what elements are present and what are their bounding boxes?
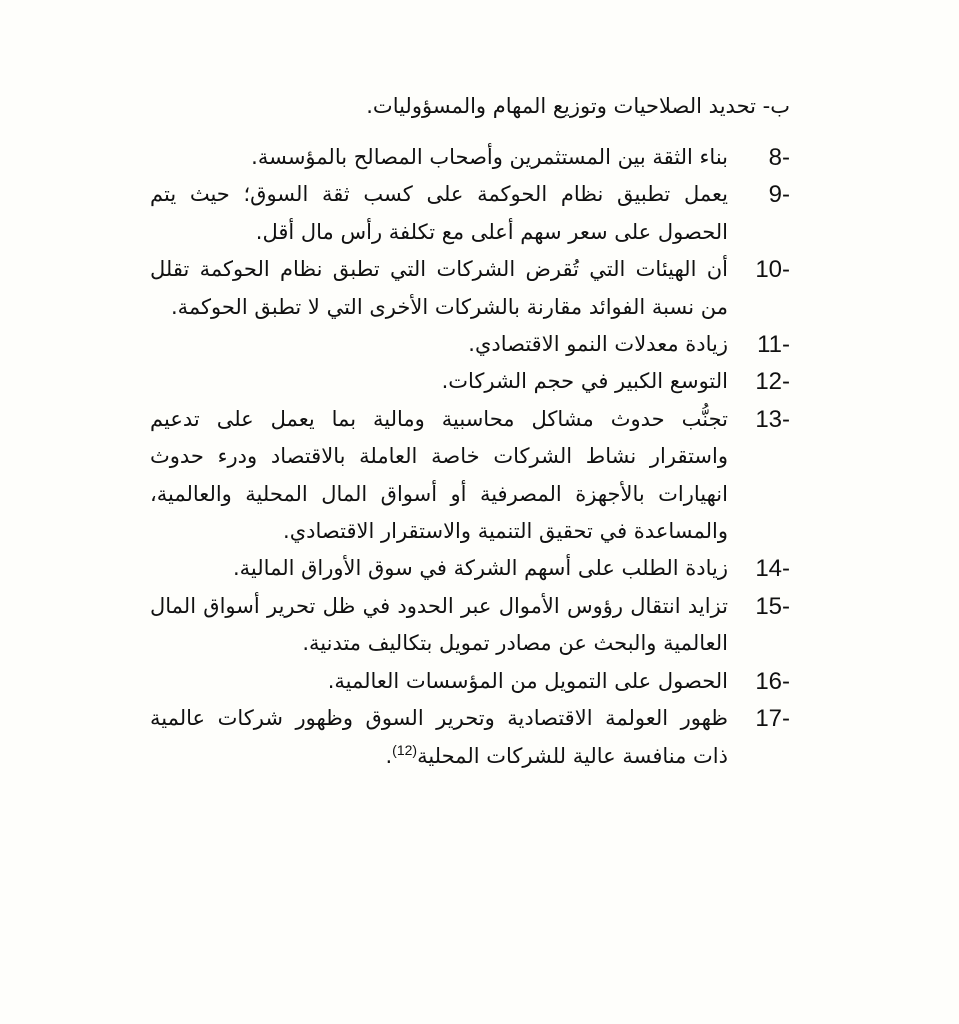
item-text: زيادة الطلب على أسهم الشركة في سوق الأوراق المالية. <box>233 556 728 581</box>
item-number: 12- <box>755 368 790 396</box>
item-number: 9- <box>768 181 790 209</box>
item-number: 13- <box>755 405 790 433</box>
benefits-list <box>150 139 790 775</box>
list-item <box>150 663 790 700</box>
list-item <box>150 176 790 251</box>
list-item <box>150 326 790 363</box>
list-item <box>150 588 790 663</box>
item-number: 10- <box>755 256 790 284</box>
item-text: بناء الثقة بين المستثمرين وأصحاب المصالح بالمؤسسة. <box>251 145 728 169</box>
item-text: زيادة معدلات النمو الاقتصادي. <box>468 332 728 357</box>
list-item <box>150 550 790 587</box>
list-item <box>150 139 790 176</box>
section-intro: ب- تحديد الصلاحيات وتوزيع المهام والمسؤوليات. <box>366 94 790 118</box>
item-text: يعمل تطبيق نظام الحوكمة على كسب ثقة السوق؛ حيث يتم الحصول على سعر سهم أعلى مع تكلفة رأس مال أقل. <box>150 182 728 244</box>
item-number: 11- <box>757 331 790 359</box>
item-text: الحصول على التمويل من المؤسسات العالمية. <box>327 668 728 693</box>
item-text: تجنُّب حدوث مشاكل محاسبية ومالية بما يعمل على تدعيم واستقرار نشاط الشركات خاصة العاملة بالاقتصاد ودرء حدوث انهيارات بالأجهزة المصرفية أو أسواق المال المحلية والعالمية، والمساعدة في تحقيق التنمية والاستقرار الاقتصادي. <box>150 406 728 544</box>
item-number: 8- <box>768 144 790 171</box>
item-text <box>150 706 728 767</box>
item-text: أن الهيئات التي تُقرض الشركات التي تطبق نظام الحوكمة تقلل من نسبة الفوائد مقارنة بالشركات الأخرى التي لا تطبق الحوكمة. <box>150 257 728 319</box>
item-number: 17- <box>755 705 790 733</box>
footnote-reference: (12) <box>392 741 418 758</box>
item-number: 14- <box>755 555 790 583</box>
item-number: 15- <box>755 592 790 620</box>
item-text: تزايد انتقال رؤوس الأموال عبر الحدود في ظل تحرير أسواق المال العالمية والبحث عن مصادر تمويل بتكاليف متدنية. <box>150 593 728 656</box>
item-text: التوسع الكبير في حجم الشركات. <box>441 369 728 394</box>
item-number: 16- <box>755 667 790 695</box>
item-text-body: ظهور العولمة الاقتصادية وتحرير السوق وظهور شركات عالمية ذات منافسة عالية للشركات المحلية <box>150 706 728 768</box>
list-item <box>150 700 790 775</box>
item-text-end: . <box>385 743 393 768</box>
list-item <box>150 363 790 400</box>
document-page <box>150 88 790 775</box>
list-item <box>150 401 790 551</box>
list-item <box>150 251 790 326</box>
